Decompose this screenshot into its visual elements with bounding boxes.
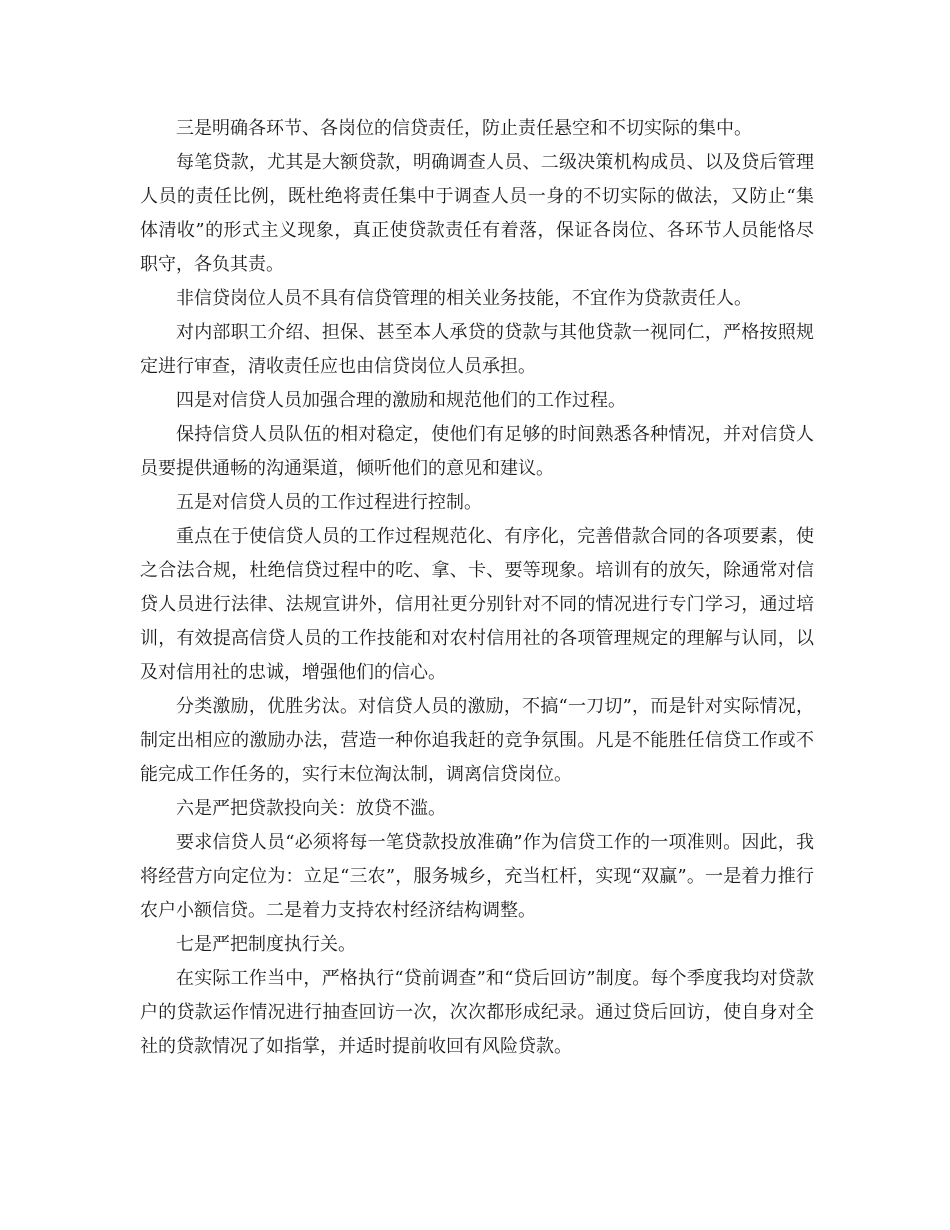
paragraph-loan-direction-heading: 六是严把贷款投向关：放贷不滥。 [176,798,446,819]
paragraph-process-control-heading: 五是对信贷人员的工作过程进行控制。 [176,492,482,513]
document-body [140,112,814,1064]
paragraph-loan-direction: 要求信贷人员“必须将每一笔贷款投放准确”作为信贷工作的一项准则。因此，我将经营方向定位为：立足“三农”，服务城乡，充当杠杆，实现“双赢”。一是着力推行农户小额信贷。二是着力支持农村经济结构调整。 [140,832,814,921]
paragraph-non-credit-staff: 非信贷岗位人员不具有信贷管理的相关业务技能，不宜作为贷款责任人。 [176,288,752,309]
paragraph-responsibility-ratio: 每笔贷款，尤其是大额贷款，明确调查人员、二级决策机构成员、以及贷后管理人员的责任比例，既杜绝将责任集中于调查人员一身的不切实际的做法，又防止“集体清收”的形式主义现象，真正使贷款责任有着落，保证各岗位、各环节人员能恪尽职守，各负其责。 [140,152,814,275]
paragraph-system-execution-heading: 七是严把制度执行关。 [176,934,356,955]
paragraph-process-standardization: 重点在于使信贷人员的工作过程规范化、有序化，完善借款合同的各项要素，使之合法合规，杜绝信贷过程中的吃、拿、卡、要等现象。培训有的放矢，除通常对信贷人员进行法律、法规宣讲外，信用社更分别针对不同的情况进行专门学习，通过培训，有效提高信贷人员的工作技能和对农村信用社的各项管理规定的理解与认同，以及对信用社的忠诚，增强他们的信心。 [140,526,814,683]
paragraph-incentive-heading: 四是对信贷人员加强合理的激励和规范他们的工作过程。 [176,390,626,411]
paragraph-team-stability: 保持信贷人员队伍的相对稳定，使他们有足够的时间熟悉各种情况，并对信贷人员要提供通畅的沟通渠道，倾听他们的意见和建议。 [140,424,814,479]
paragraph-internal-loans: 对内部职工介绍、担保、甚至本人承贷的贷款与其他贷款一视同仁，严格按照规定进行审查，清收责任应也由信贷岗位人员承担。 [140,322,814,377]
paragraph-responsibility-heading: 三是明确各环节、各岗位的信贷责任，防止责任悬空和不切实际的集中。 [176,118,752,139]
paragraph-system-execution: 在实际工作当中，严格执行“贷前调查”和“贷后回访”制度。每个季度我均对贷款户的贷款运作情况进行抽查回访一次，次次都形成纪录。通过贷后回访，使自身对全社的贷款情况了如指掌，并适时提前收回有风险贷款。 [140,968,814,1057]
paragraph-classified-incentive: 分类激励，优胜劣汰。对信贷人员的激励，不搞“一刀切”，而是针对实际情况，制定出相应的激励办法，营造一种你追我赶的竞争氛围。凡是不能胜任信贷工作或不能完成工作任务的，实行末位淘汰制，调离信贷岗位。 [140,696,814,785]
